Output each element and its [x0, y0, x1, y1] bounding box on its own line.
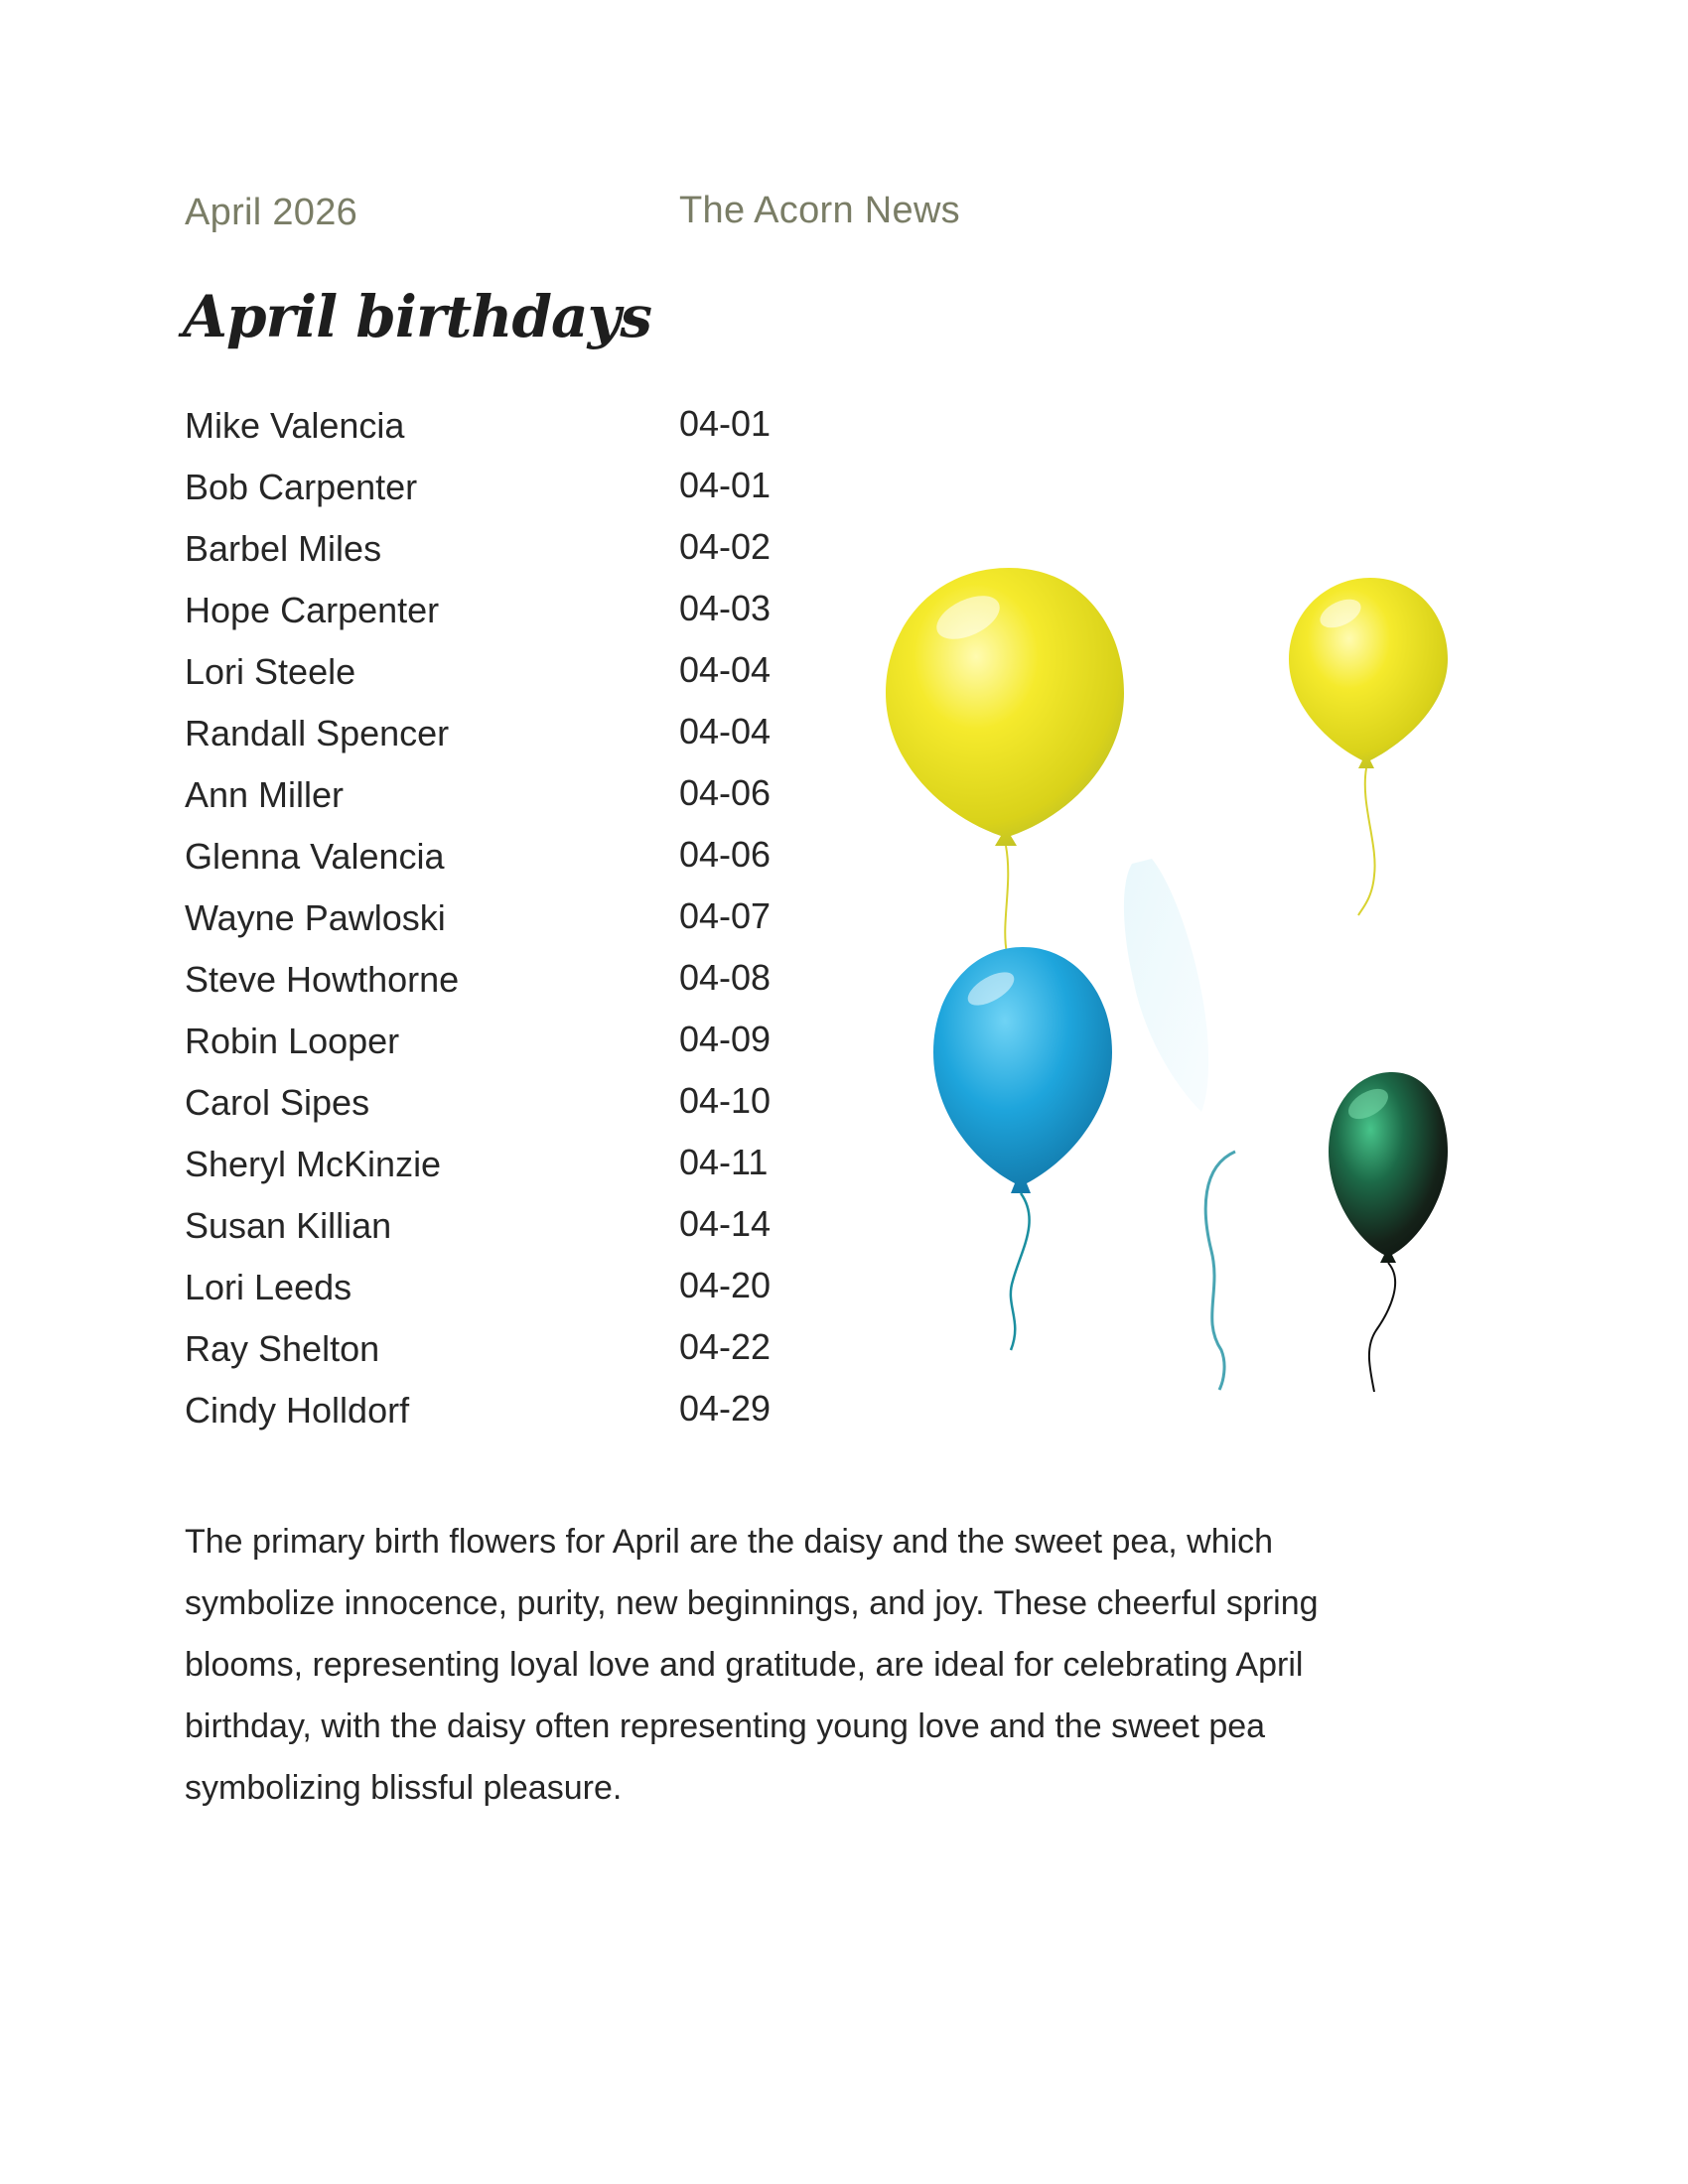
faded-balloon: [1124, 859, 1235, 1390]
birthday-row: [185, 897, 880, 959]
birth-flower-paragraph: The primary birth flowers for April are the daisy and the sweet pea, which symbolize innocence, purity, new beginnings, and joy. These cheerful spring blooms, representing loyal love and gratitude, are ideal for celebrating April birthday, with the daisy often representing young love and the sweet pea symbolizing blissful pleasure.: [185, 1523, 1319, 1807]
birthday-date: 04-10: [679, 1080, 772, 1121]
birthday-date: 04-29: [679, 1388, 772, 1429]
birthday-name: Sheryl McKinzie: [185, 1144, 442, 1184]
birthday-name: Bob Carpenter: [185, 467, 418, 507]
birthday-row: [185, 651, 880, 713]
birthday-name: Ray Shelton: [185, 1328, 380, 1369]
birthday-name: Steve Howthorne: [185, 959, 460, 1000]
birthday-row: [185, 405, 880, 467]
dark-green-balloon: [1329, 1072, 1448, 1392]
issue-date: April 2026: [185, 192, 358, 233]
birthday-row: [185, 959, 880, 1021]
birthday-date: 04-06: [679, 772, 772, 813]
birthday-name: Robin Looper: [185, 1021, 400, 1061]
birthday-name: Barbel Miles: [185, 528, 382, 569]
birthday-name: Carol Sipes: [185, 1082, 370, 1123]
birthday-row: [185, 774, 880, 836]
birthday-date: 04-20: [679, 1265, 772, 1305]
birthday-name: Cindy Holldorf: [185, 1390, 410, 1431]
section-title: April birthdays: [183, 283, 651, 350]
birthday-date: 04-09: [679, 1019, 772, 1059]
birthday-name: Glenna Valencia: [185, 836, 445, 877]
birthday-date: 04-11: [679, 1142, 769, 1182]
birthday-name: Hope Carpenter: [185, 590, 440, 630]
birthday-name: Ann Miller: [185, 774, 345, 815]
birthday-row: [185, 1205, 880, 1267]
birthday-row: [185, 836, 880, 897]
birthday-name: Susan Killian: [185, 1205, 392, 1246]
birthday-row: [185, 1267, 880, 1328]
birthday-date: 04-04: [679, 711, 772, 751]
birthday-row: [185, 528, 880, 590]
birthday-date: 04-01: [679, 403, 772, 444]
birthday-date: 04-01: [679, 465, 772, 505]
birthday-name: Mike Valencia: [185, 405, 405, 446]
publication-name: The Acorn News: [679, 190, 960, 231]
balloons-icon: [874, 556, 1489, 1410]
birthday-name: Lori Steele: [185, 651, 356, 692]
birthday-date: 04-06: [679, 834, 772, 875]
yellow-balloon-small: [1289, 578, 1448, 915]
yellow-balloon-large: [886, 568, 1124, 953]
birthday-row: [185, 590, 880, 651]
birthday-date: 04-03: [679, 588, 772, 628]
birthday-row: [185, 1144, 880, 1205]
birthday-row: [185, 1021, 880, 1082]
blue-balloon: [933, 947, 1112, 1350]
birthday-row: [185, 467, 880, 528]
birthday-row: [185, 1082, 880, 1144]
birthday-row: [185, 1390, 880, 1451]
birthday-date: 04-14: [679, 1203, 772, 1244]
birthday-row: [185, 713, 880, 774]
birthday-list: [185, 405, 880, 1451]
birthday-date: 04-02: [679, 526, 772, 567]
birthday-date: 04-04: [679, 649, 772, 690]
birthday-date: 04-22: [679, 1326, 772, 1367]
birthday-name: Wayne Pawloski: [185, 897, 446, 938]
birthday-name: Randall Spencer: [185, 713, 450, 753]
birthday-name: Lori Leeds: [185, 1267, 352, 1307]
birthday-date: 04-08: [679, 957, 772, 998]
birthday-row: [185, 1328, 880, 1390]
birthday-date: 04-07: [679, 895, 772, 936]
